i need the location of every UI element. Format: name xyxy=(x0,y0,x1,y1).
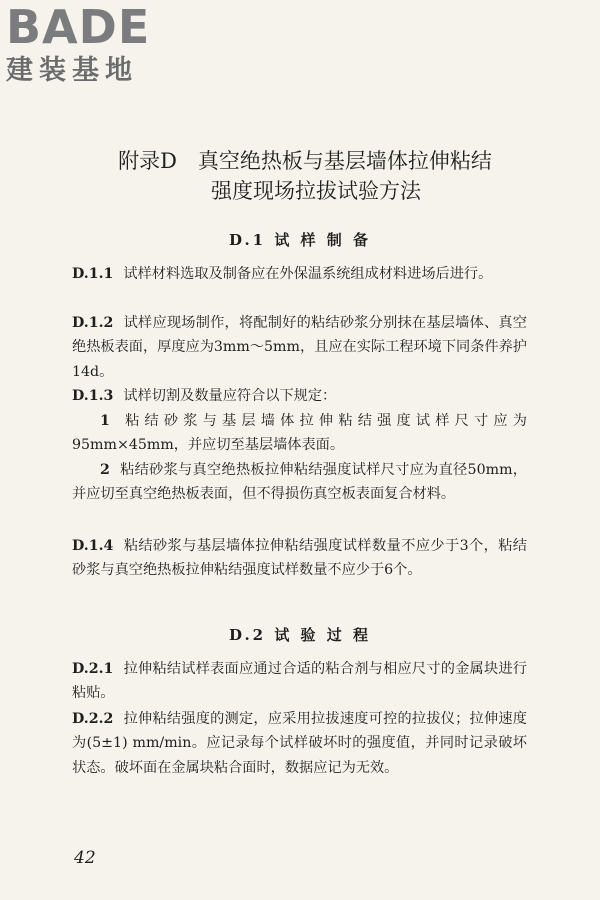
clause-text: 拉伸粘结试样表面应通过合适的粘合剂与相应尺寸的金属块进行粘贴。 xyxy=(72,661,527,702)
clause-d114 xyxy=(72,534,527,583)
section-title-d2: D.2 试 验 过 程 xyxy=(228,626,372,644)
clause-text: 试样应现场制作，将配制好的粘结砂浆分别抹在基层墙体、真空绝热板表面，厚度应为3mm～5mm，且应在实际工程环境下同条件养护14d。 xyxy=(72,315,527,380)
clause-number: D.2.1 xyxy=(72,661,114,677)
logo-brand: BADE xyxy=(6,0,151,54)
item-number: 2 xyxy=(100,462,110,478)
clause-d113 xyxy=(72,384,527,408)
clause-text: 试样材料选取及制备应在外保温系统组成材料进场后进行。 xyxy=(123,266,493,282)
clause-d222 xyxy=(72,707,527,780)
appendix-title-line1: 附录D 真空绝热板与基层墙体拉伸粘结 xyxy=(118,149,492,173)
clause-d111 xyxy=(72,262,527,286)
clause-number: D.2.2 xyxy=(72,711,114,727)
clause-d113-item1 xyxy=(72,409,527,458)
clause-number: D.1.1 xyxy=(72,266,114,282)
clause-d221 xyxy=(72,657,527,706)
page-number: 42 xyxy=(74,848,96,868)
logo-subtitle: 建装基地 xyxy=(6,55,138,86)
item-text: 粘结砂浆与基层墙体拉伸粘结强度试样尺寸应为95mm×45mm，并应切至基层墙体表面。 xyxy=(72,413,527,454)
appendix-title xyxy=(0,146,600,206)
clause-number: D.1.3 xyxy=(72,388,114,404)
appendix-title-line2: 强度现场拉拔试验方法 xyxy=(211,179,421,203)
clause-text: 粘结砂浆与基层墙体拉伸粘结强度试样数量不应少于3个，粘结砂浆与真空绝热板拉伸粘结强度试样数量不应少于6个。 xyxy=(72,538,527,579)
clause-text: 拉伸粘结强度的测定，应采用拉拔速度可控的拉拔仪；拉伸速度为(5±1) mm/min。应记录每个试样破坏时的强度值，并同时记录破坏状态。破坏面在金属块粘合面时，数据应记为无效。 xyxy=(72,711,527,776)
bade-logo xyxy=(6,0,176,86)
clause-d112 xyxy=(72,311,527,384)
clause-d113-item2 xyxy=(72,458,527,507)
clause-number: D.1.4 xyxy=(72,538,114,554)
item-number: 1 xyxy=(100,413,110,429)
clause-text: 试样切割及数量应符合以下规定： xyxy=(123,388,337,404)
section-title-d1: D.1 试 样 制 备 xyxy=(228,231,372,249)
clause-number: D.1.2 xyxy=(72,315,114,331)
item-text: 粘结砂浆与真空绝热板拉伸粘结强度试样尺寸应为直径50mm，并应切至真空绝热板表面，但不得损伤真空板表面复合材料。 xyxy=(72,462,527,503)
